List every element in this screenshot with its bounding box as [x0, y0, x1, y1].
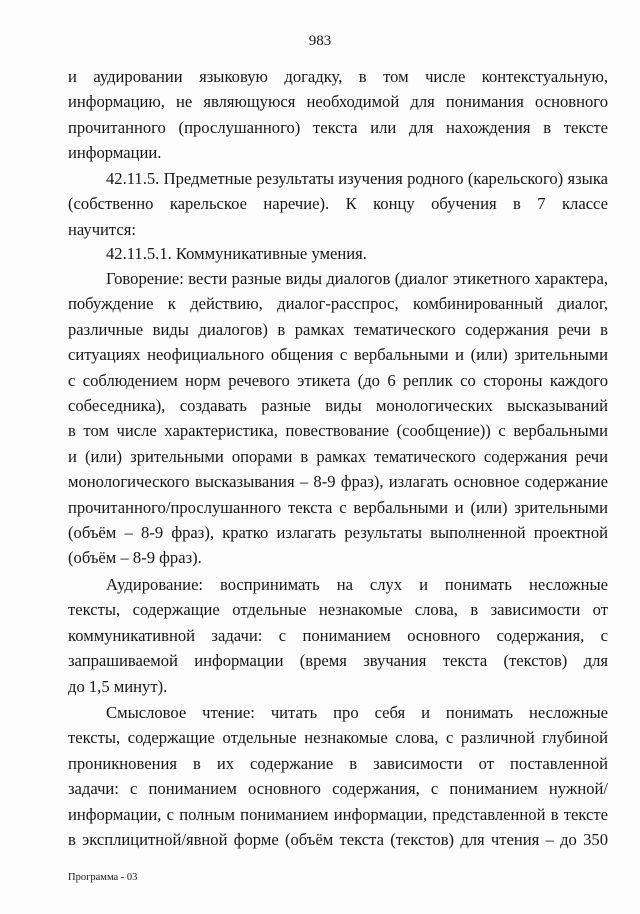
text-line: 42.11.5. Предметные результаты изучения родного (карельского) языка — [106, 169, 608, 188]
text-line: задачи: с пониманием основного содержания, с пониманием нужной/ — [68, 779, 608, 799]
text-line: Смысловое чтение: читать про себя и понимать несложные — [106, 703, 608, 722]
text-line: Говорение: вести разные виды диалогов (диалог этикетного характера, — [106, 269, 608, 288]
text-block-5 — [68, 700, 608, 852]
text-line: 42.11.5.1. Коммуникативные умения. — [106, 244, 367, 263]
text-line: (собственно карельское наречие). К концу обучения в 7 классе — [68, 194, 608, 214]
text-line: побуждение к действию, диалог-расспрос, комбинированный диалог, — [68, 294, 608, 314]
text-line: в эксплицитной/явной форме (объём текста (текстов) для чтения – до 350 — [68, 829, 608, 849]
text-block-4 — [68, 572, 608, 699]
text-line: коммуникативной задачи: с пониманием основного содержания, с — [68, 625, 608, 645]
text-line: запрашиваемой информации (время звучания текста (текстов) для — [68, 651, 608, 671]
text-line: (объём – 8-9 фраз). — [68, 548, 202, 568]
text-line: собеседника), создавать разные виды монологических высказываний — [68, 395, 608, 415]
text-line: прочитанного (прослушанного) текста или для нахождения в тексте — [68, 117, 608, 137]
text-line: тексты, содержащие отдельные незнакомые слова, в зависимости от — [68, 600, 608, 620]
text-line: и (или) зрительными опорами в рамках тематического содержания речи — [68, 446, 608, 466]
text-line: информации, с полным пониманием информации, представленной в тексте — [68, 804, 608, 824]
text-line: Аудирование: воспринимать на слух и понимать несложные — [106, 575, 608, 594]
text-line: и аудировании языковую догадку, в том числе контекстуальную, — [68, 67, 608, 86]
text-block-3 — [68, 266, 608, 571]
text-block-2 — [68, 241, 608, 266]
footer-note: Программа - 03 — [68, 872, 138, 883]
text-line: с соблюдением норм речевого этикета (до 6 реплик со стороны каждого — [68, 370, 608, 390]
text-block-1 — [68, 166, 608, 242]
text-line: ситуациях неофициального общения с вербальными и (или) зрительными — [68, 345, 608, 365]
text-line: в том числе характеристика, повествование (сообщение)) с вербальными — [68, 421, 608, 441]
text-line: до 1,5 минут). — [68, 676, 168, 696]
text-line: тексты, содержащие отдельные незнакомые слова, с различной глубиной — [68, 728, 608, 748]
text-line: (объём – 8-9 фраз), кратко излагать результаты выполненной проектной — [68, 522, 608, 542]
text-line: различные виды диалогов) в рамках тематического содержания речи в — [68, 319, 608, 339]
page-number: 983 — [308, 33, 332, 49]
text-line: информацию, не являющуюся необходимой для понимания основного — [68, 92, 608, 112]
text-line: проникновения в их содержание в зависимости от поставленной — [68, 753, 608, 773]
text-line: информации. — [68, 143, 162, 163]
text-line: прочитанного/прослушанного текста с вербальными и (или) зрительными — [68, 497, 608, 517]
text-block-0 — [68, 64, 608, 166]
text-line: научится: — [68, 219, 136, 239]
text-line: монологического высказывания – 8-9 фраз), излагать основное содержание — [68, 472, 608, 492]
